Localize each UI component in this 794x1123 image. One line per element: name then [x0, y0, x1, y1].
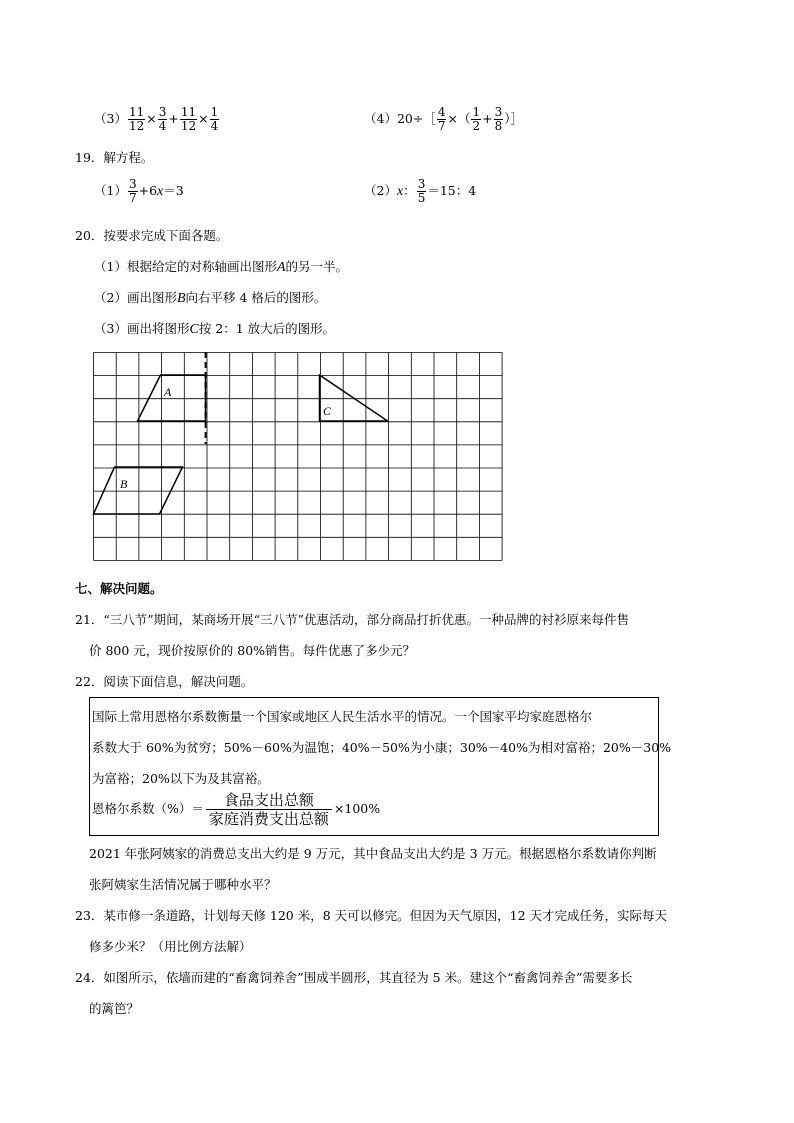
- q21-line1: 21．“三八节”期间，某商场开展“三八节”优惠活动，部分商品打折优惠。一种品牌的衬衫原来每件售: [75, 612, 629, 627]
- q20-title: 20．按要求完成下面各题。: [75, 228, 229, 243]
- q20-line3: （3）画出将图形C按 2：1 放大后的图形。: [94, 321, 336, 337]
- q22-title: 22．阅读下面信息，解决问题。: [75, 674, 254, 689]
- q18-part3-label: （3）: [94, 111, 127, 126]
- fraction: $\frac{1}{4}$: [210, 105, 219, 133]
- q22-question-line1: 2021 年张阿姨家的消费总支出大约是 9 万元，其中食品支出大约是 3 万元。根据恩格尔系数请你判断: [89, 846, 657, 861]
- q19-title: 19．解方程。: [75, 150, 154, 165]
- formula-numerator: 食品支出总额: [223, 791, 314, 809]
- fraction: $\frac{3}{5}$: [417, 177, 426, 205]
- fraction: $\frac{3}{4}$: [158, 105, 167, 133]
- q19-part1: （1） $\frac{3}{7}$ +6x＝3: [94, 177, 184, 205]
- fraction: $\frac{3}{7}$: [128, 177, 137, 205]
- q23-line1: 23．某市修一条道路，计划每天修 120 米，8 天可以修完。但因为天气原因，12 天才完成任务，实际每天: [75, 908, 668, 923]
- engel-formula: [92, 791, 380, 828]
- grid-lines: [94, 353, 503, 561]
- shape-c-label: C: [323, 404, 332, 418]
- fraction: $\frac{11}{12}$: [180, 105, 197, 133]
- formula-label: 恩格尔系数（%）＝: [92, 801, 204, 816]
- q19-part2: （2）x： $\frac{3}{5}$ ＝15：4: [364, 177, 477, 205]
- fraction: $\frac{3}{8}$: [494, 105, 503, 133]
- info-box-line2: 系数大于 60%为贫穷；50%－60%为温饱；40%－50%为小康；30%－40%为相对富裕；20%－30%: [92, 740, 672, 755]
- q24-line2: 的篱笆？: [89, 1001, 140, 1016]
- grid-figure: [90, 349, 504, 565]
- shape-a: [138, 375, 206, 421]
- shape-a-label: A: [164, 385, 172, 399]
- info-box-line1: 国际上常用恩格尔系数衡量一个国家或地区人民生活水平的情况。一个国家平均家庭恩格尔: [92, 709, 593, 724]
- q18-part4-label: （4）: [364, 111, 397, 126]
- q24-line1: 24．如图所示，依墙而建的“畜禽饲养舍”围成半圆形，其直径为 5 米。建这个“畜禽饲养舍”需要多长: [75, 970, 633, 985]
- fraction: $\frac{4}{7}$: [437, 105, 446, 133]
- info-box-line3: 为富裕；20%以下为及其富裕。: [92, 771, 270, 786]
- formula-fraction: [206, 791, 332, 828]
- formula-denominator: 家庭消费支出总额: [208, 810, 329, 828]
- formula-tail: ×100%: [333, 801, 381, 816]
- q23-line2: 修多少米？（用比例方法解）: [89, 939, 252, 954]
- fraction: $\frac{1}{2}$: [472, 105, 481, 133]
- q18-part3: （3） $\frac{11}{12}$ × $\frac{3}{4}$ + $\frac{11}{12}$ × $\frac{1}{4}$: [94, 105, 219, 133]
- fraction: $\frac{11}{12}$: [128, 105, 145, 133]
- q20-line1: （1）根据给定的对称轴画出图形A的另一半。: [94, 259, 349, 275]
- q21-line2: 价 800 元，现价按原价的 80%销售。每件优惠了多少元？: [89, 643, 416, 658]
- shape-b-label: B: [120, 477, 128, 491]
- shape-b: [94, 467, 183, 514]
- section-7-heading: 七、解决问题。: [75, 581, 163, 596]
- q18-part4: （4）20÷［ $\frac{4}{7}$ ×（ $\frac{1}{2}$ + $\frac{3}{8}$ ）］: [364, 105, 523, 133]
- q22-question-line2: 张阿姨家生活情况属于哪种水平？: [89, 877, 277, 892]
- q20-line2: （2）画出图形B向右平移 4 格后的图形。: [94, 290, 327, 306]
